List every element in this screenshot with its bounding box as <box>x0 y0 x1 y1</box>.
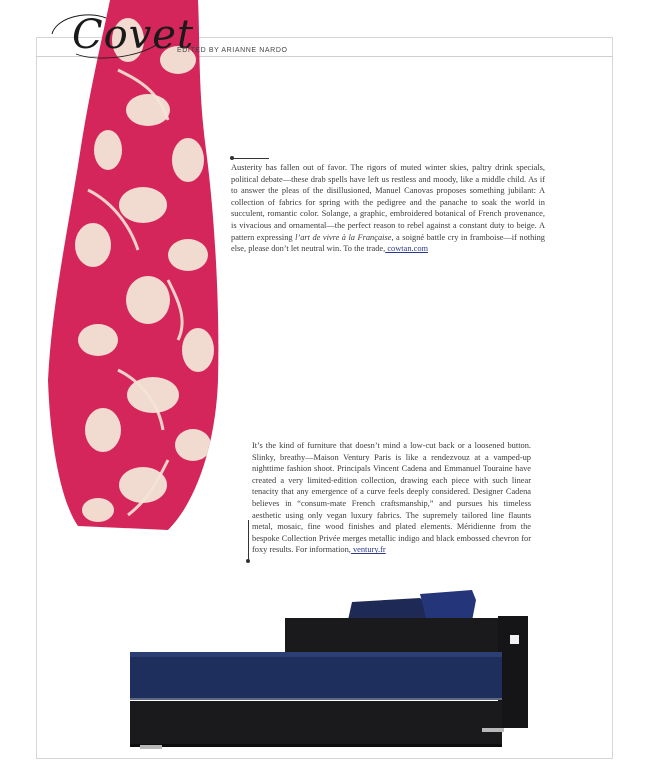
article-2-text: It’s the kind of furniture that doesn’t mind a low-cut back or a loosened button. Slinky, breathy—Maison Ventury Paris is like a rendezvouz at a vamped-up nighttime fashion shoot. Principals Vincent Cadena and Emmanuel Touraine have created a very limited-edition collection, drawing each piece with such linear tenacity that any emergence of a curve feels deeply considered. Designer Cadena believes in “consum-mate French craftsmanship,” and pursues his timeless aesthetic using only vegan luxury fabrics. The supremely tailored line flaunts metal, mosaic, fine wood finishes and plated elements. Méridienne from the bespoke Collection Privée merges metallic indigo and black embossed chevron for foxy results. For information, <box>252 441 531 555</box>
article-furniture <box>252 440 531 556</box>
article-1-text: Austerity has fallen out of favor. The rigors of muted winter skies, paltry drink specials, political debate—these drab spells have left us restless and moody, like a middle child. As if to answer the pleas of the disillusioned, Manuel Canovas proposes something jubilant: A collection of fabrics for spring with the pedigree and the panache to soak the world in succulent, romantic color. Solange, a graphic, embroidered botanical of French provenance, is vivacious and ornamental—the perfect reason to rebel against a constant duty to beige. A pattern expressing <box>231 163 545 242</box>
article-divider <box>231 158 269 159</box>
ventury-link[interactable]: ventury.fr <box>350 545 386 555</box>
logo-text: Covet <box>72 12 195 58</box>
article-fabrics <box>231 162 545 255</box>
covet-logo <box>46 4 195 64</box>
side-rule-dot <box>246 559 250 563</box>
edited-by: EDITED BY ARIANNE NARDO <box>177 47 288 54</box>
cowtan-link[interactable]: cowtan.com <box>385 244 429 254</box>
fabric-image <box>48 0 223 535</box>
sofa-image <box>120 580 540 755</box>
article-1-italic: l’art de vivre à la Française <box>295 232 392 242</box>
article-1-text-end: , a soigné battle cry in framboise—if nothing else, please don’t let neutral win. To the trade, <box>231 232 545 254</box>
article-side-rule <box>248 520 249 562</box>
